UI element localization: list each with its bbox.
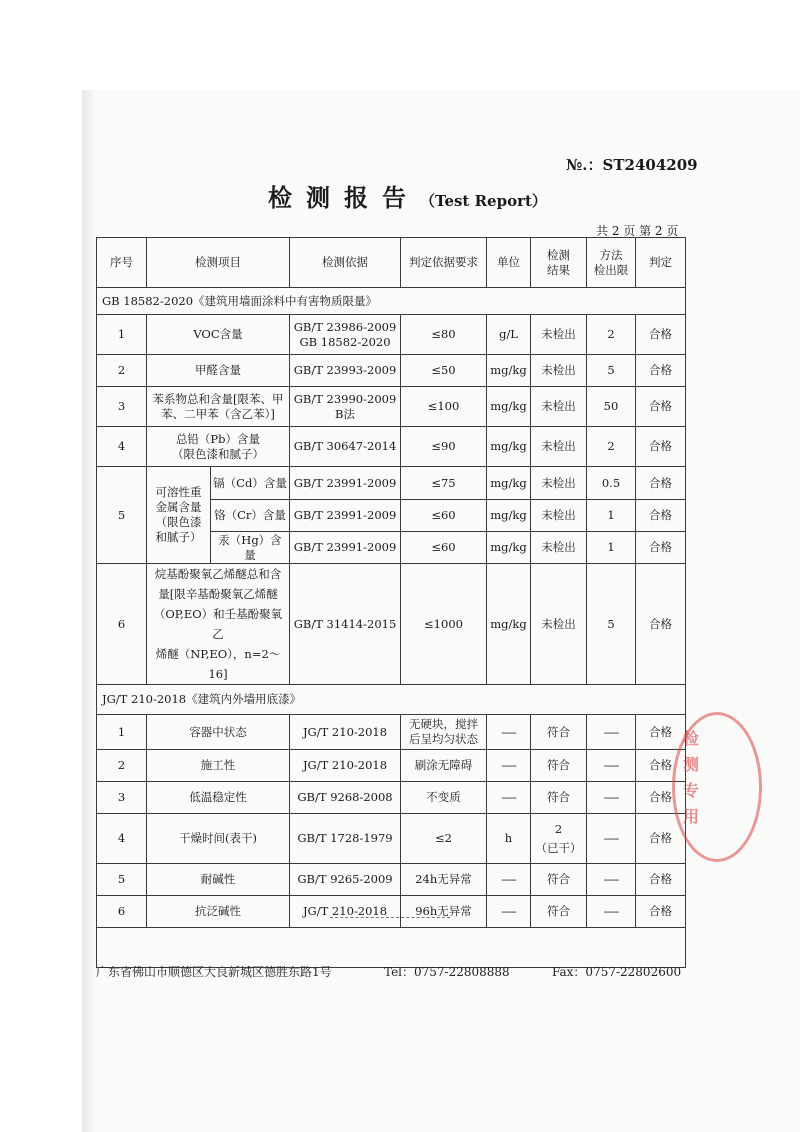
table-row: 6 抗泛碱性 JG/T 210-2018 96h无异常 ----- 符合 ----- 合格 [97,896,686,928]
table-row: 汞（Hg）含量 GB/T 23991-2009 ≤60 mg/kg 未检出 1 合格 [97,532,686,564]
footer-fax: Fax：0757-22802600 [552,965,682,979]
blank-end-row [97,928,686,968]
header-result: 检测 结果 [531,238,587,288]
seal-stamp-lettering: 检 测 专 用 [683,729,700,826]
report-title-cn: 检测报告 [268,183,420,212]
table-row: 3 低温稳定性 GB/T 9268-2008 不变质 ----- 符合 ----- 合格 [97,782,686,814]
table-row: 3 苯系物总和含量[限苯、甲 苯、二甲苯（含乙苯）] GB/T 23990-2009 B法 ≤100 mg/kg 未检出 50 合格 [97,387,686,427]
report-title [268,178,547,213]
table-row: 1 VOC含量 GB/T 23986-2009 GB 18582-2020 ≤80 g/L 未检出 2 合格 [97,315,686,355]
heavy-metal-group-label: 可溶性重 金属含量 （限色漆 和腻子） [147,467,211,564]
header-detection-limit: 方法 检出限 [587,238,636,288]
section-title-row [97,685,686,715]
header-item: 检测项目 [147,238,290,288]
table-row: 4 干燥时间(表干) GB/T 1728-1979 ≤2 h 2 （已干） ----- 合格 [97,814,686,864]
report-number: №.：ST2404209 [566,156,698,174]
table-row: 4 总铅（Pb）含量 （限色漆和腻子） GB/T 30647-2014 ≤90 mg/kg 未检出 2 合格 [97,427,686,467]
page-count: 共 2 页 第 2 页 [596,224,679,238]
report-title-en: （Test Report） [420,192,547,210]
end-of-report-marker [330,917,450,918]
section-title-row [97,288,686,315]
header-requirement: 判定依据要求 [401,238,487,288]
section-1-title: GB 18582-2020《建筑用墙面涂料中有害物质限量》 [97,288,686,315]
results-table [96,237,686,968]
table-row: 铬（Cr）含量 GB/T 23991-2009 ≤60 mg/kg 未检出 1 合格 [97,500,686,532]
table-row: 5 可溶性重 金属含量 （限色漆 和腻子） 镉（Cd）含量 GB/T 23991-2009 ≤75 mg/kg 未检出 0.5 合格 [97,467,686,500]
table-row: 2 甲醛含量 GB/T 23993-2009 ≤50 mg/kg 未检出 5 合格 [97,355,686,387]
footer-tel: Tel：0757-22808888 [384,965,510,979]
header-basis: 检测依据 [290,238,401,288]
table-row: 2 施工性 JG/T 210-2018 刷涂无障碍 ----- 符合 ----- 合格 [97,750,686,782]
table-header-row [97,238,686,288]
footer-address: 广东省佛山市顺德区大良新城区德胜东路1号 [96,965,332,979]
header-no: 序号 [97,238,147,288]
header-judgement: 判定 [636,238,686,288]
paper-edge-shadow [82,90,96,1132]
section-2-title: JG/T 210-2018《建筑内外墙用底漆》 [97,685,686,715]
table-row: 6 烷基酚聚氧乙烯醚总和含 量[限辛基酚聚氧乙烯醚 （OP,EO）和壬基酚聚氧乙 烯醚（NP,EO），n=2～16] GB/T 31414-2015 ≤1000 mg/kg 未检出 5 合格 [97,564,686,685]
table-row: 5 耐碱性 GB/T 9265-2009 24h无异常 ----- 符合 ----- 合格 [97,864,686,896]
header-unit: 单位 [487,238,531,288]
table-row: 1 容器中状态 JG/T 210-2018 无硬块，搅拌 后呈均匀状态 ----- 符合 ----- 合格 [97,715,686,750]
